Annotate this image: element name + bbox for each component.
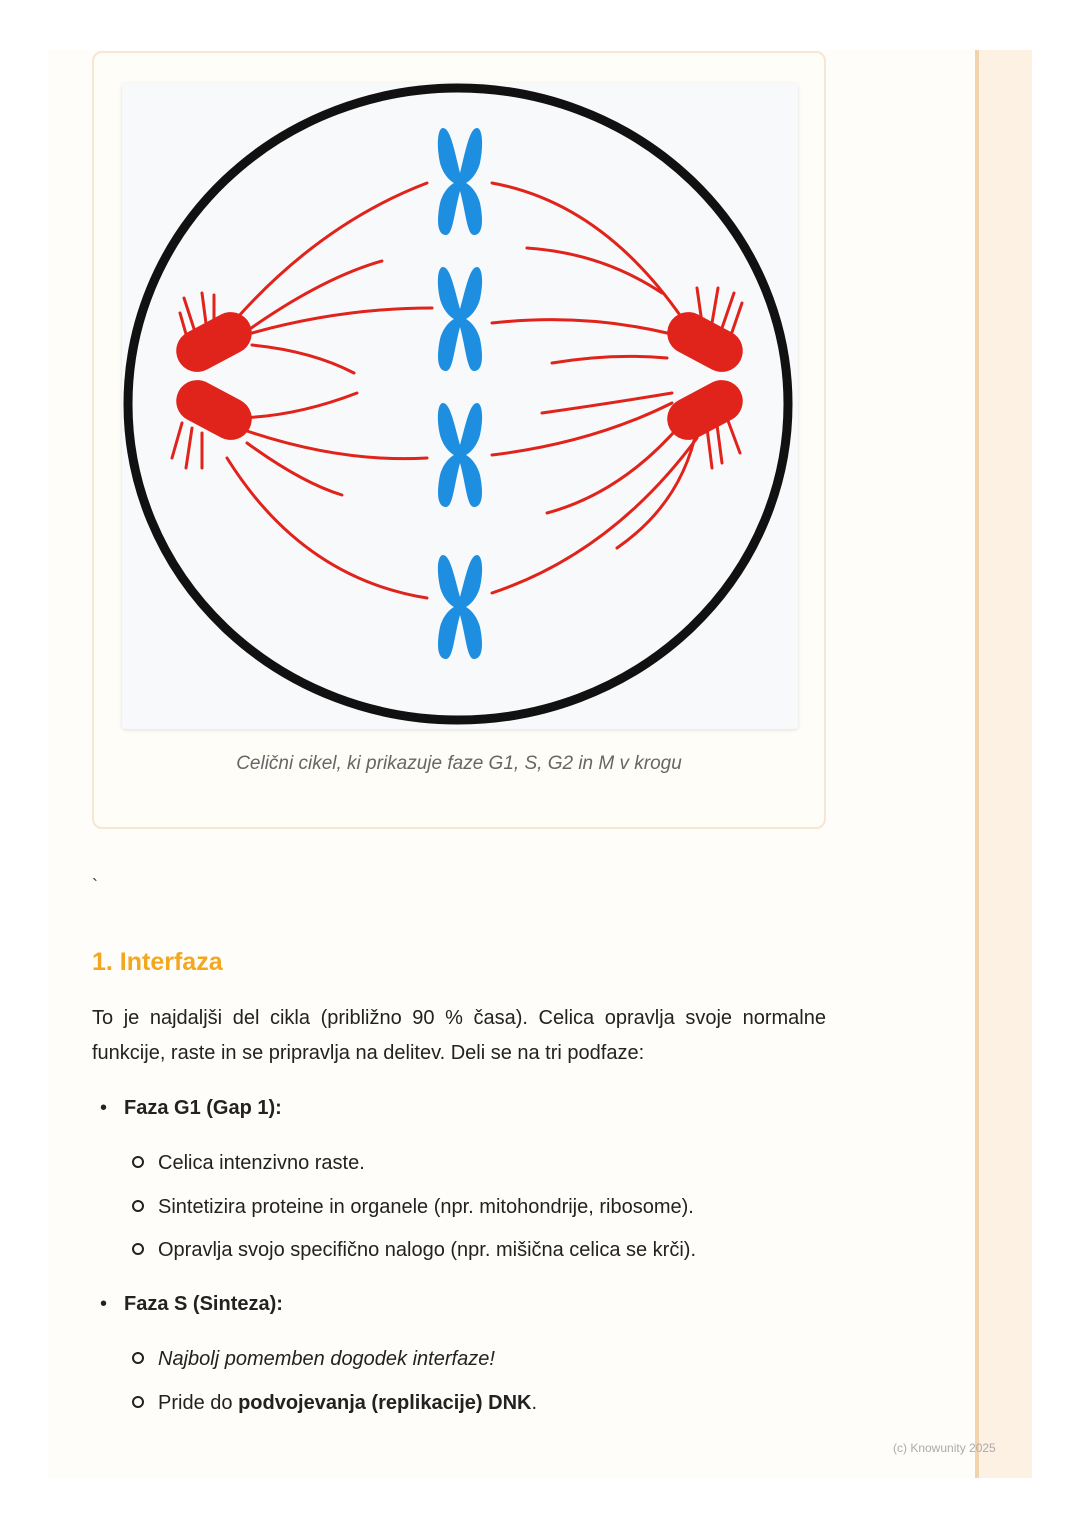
ring-bullet <box>132 1352 144 1364</box>
side-stripe <box>975 50 1032 1478</box>
phase-label: Faza S (Sinteza): <box>124 1293 283 1315</box>
list-item <box>132 1239 696 1262</box>
stray-character: ` <box>92 876 98 896</box>
ring-bullet <box>132 1156 144 1168</box>
ring-bullet <box>132 1396 144 1408</box>
list-item-text: Opravlja svojo specifično nalogo (npr. mišična celica se krči). <box>158 1239 696 1261</box>
bullet-g1 <box>100 1097 282 1120</box>
figure-caption: Celični cikel, ki prikazuje faze G1, S, G2 in M v krogu <box>236 753 682 774</box>
list-item <box>132 1348 495 1371</box>
list-item-text: Pride do <box>158 1392 233 1414</box>
metaphase-cell-diagram <box>122 83 798 729</box>
bold-term: podvojevanja (replikacije) DNK <box>238 1392 532 1414</box>
section-heading: 1. Interfaza <box>92 948 223 976</box>
list-item-text: . <box>531 1392 538 1414</box>
list-item <box>132 1196 694 1219</box>
list-item-text: Sintetizira proteine in organele (npr. mitohondrije, ribosome). <box>158 1196 694 1218</box>
phase-label: Faza G1 (Gap 1): <box>124 1097 282 1119</box>
chromosomes <box>438 128 482 659</box>
bullet-dot: • <box>100 1293 108 1315</box>
list-item <box>132 1392 537 1415</box>
bullet-s <box>100 1293 283 1316</box>
ring-bullet <box>132 1200 144 1212</box>
copyright-footer: (c) Knowunity 2025 <box>893 1441 996 1455</box>
spindle-fibers <box>172 183 742 598</box>
mitosis-illustration <box>122 83 798 729</box>
list-item-text: Najbolj pomemben dogodek interfaze! <box>158 1348 495 1370</box>
intro-paragraph: To je najdaljši del cikla (približno 90 % časa). Celica opravlja svoje normalne funkcije, raste in se pripravlja na delitev. Deli se na tri podfaze: <box>92 1007 826 1064</box>
ring-bullet <box>132 1243 144 1255</box>
list-item <box>132 1152 365 1175</box>
list-item-text: Celica intenzivno raste. <box>158 1152 365 1174</box>
bullet-dot: • <box>100 1097 108 1119</box>
figure-card <box>92 51 826 829</box>
